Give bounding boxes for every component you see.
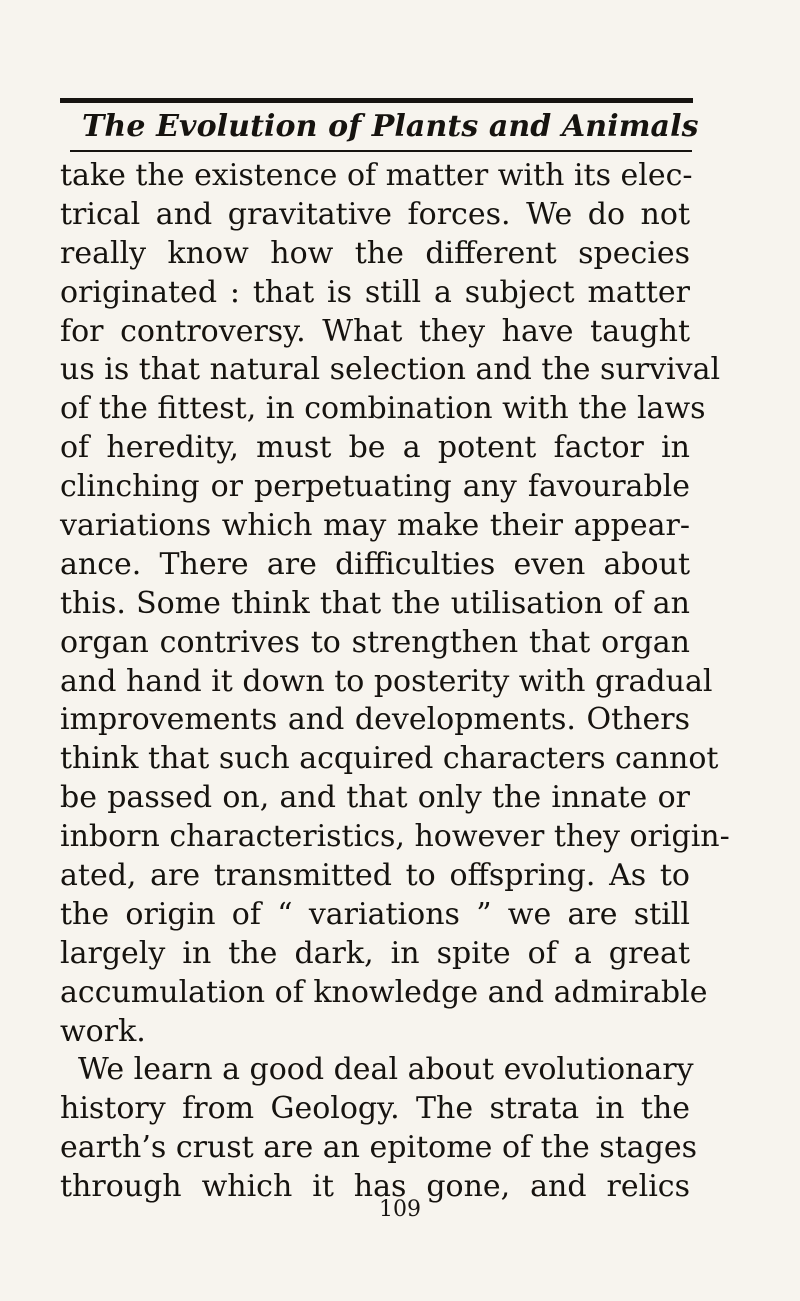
text-line: for controversy. What they have taught bbox=[60, 313, 690, 349]
text-line: trical and gravitative forces. We do not bbox=[60, 196, 690, 232]
page-number: 109 bbox=[379, 1197, 421, 1222]
text-line: work. bbox=[60, 1013, 146, 1049]
text-line: We learn a good deal about evolutionary bbox=[78, 1052, 694, 1088]
body-text bbox=[60, 157, 730, 1207]
text-line: variations which may make their appear- bbox=[60, 508, 690, 544]
text-line: be passed on, and that only the innate or bbox=[60, 780, 690, 816]
text-line: ance. There are difficulties even about bbox=[60, 546, 690, 582]
text-line: think that such acquired characters cannot bbox=[60, 741, 719, 777]
text-line: the origin of “ variations ” we are still bbox=[60, 896, 690, 932]
text-line: accumulation of knowledge and admirable bbox=[60, 974, 708, 1010]
text-line: clinching or perpetuating any favourable bbox=[60, 469, 690, 505]
text-line: history from Geology. The strata in the bbox=[60, 1091, 690, 1127]
header-top-rule bbox=[60, 98, 693, 103]
header-bottom-rule bbox=[70, 150, 692, 152]
text-line: largely in the dark, in spite of a great bbox=[60, 935, 690, 971]
text-line: ated, are transmitted to offspring. As to bbox=[60, 858, 690, 894]
running-header-title: The Evolution of Plants and Animals bbox=[82, 109, 699, 144]
text-line: through which it has gone, and relics bbox=[60, 1169, 690, 1205]
text-line: of heredity, must be a potent factor in bbox=[60, 430, 690, 466]
text-line: us is that natural selection and the survival bbox=[60, 352, 721, 388]
text-line: take the existence of matter with its elec- bbox=[60, 158, 693, 193]
text-line: of the fittest, in combination with the laws bbox=[60, 391, 706, 427]
text-line: originated : that is still a subject matter bbox=[60, 274, 690, 310]
text-line: organ contrives to strengthen that organ bbox=[60, 624, 690, 660]
text-line: improvements and developments. Others bbox=[60, 702, 690, 738]
text-line: this. Some think that the utilisation of an bbox=[60, 585, 690, 621]
text-line: inborn characteristics, however they origin- bbox=[60, 819, 730, 855]
text-line: really know how the different species bbox=[60, 235, 690, 271]
text-line: earth’s crust are an epitome of the stages bbox=[60, 1130, 698, 1166]
text-line: and hand it down to posterity with gradual bbox=[60, 663, 713, 699]
